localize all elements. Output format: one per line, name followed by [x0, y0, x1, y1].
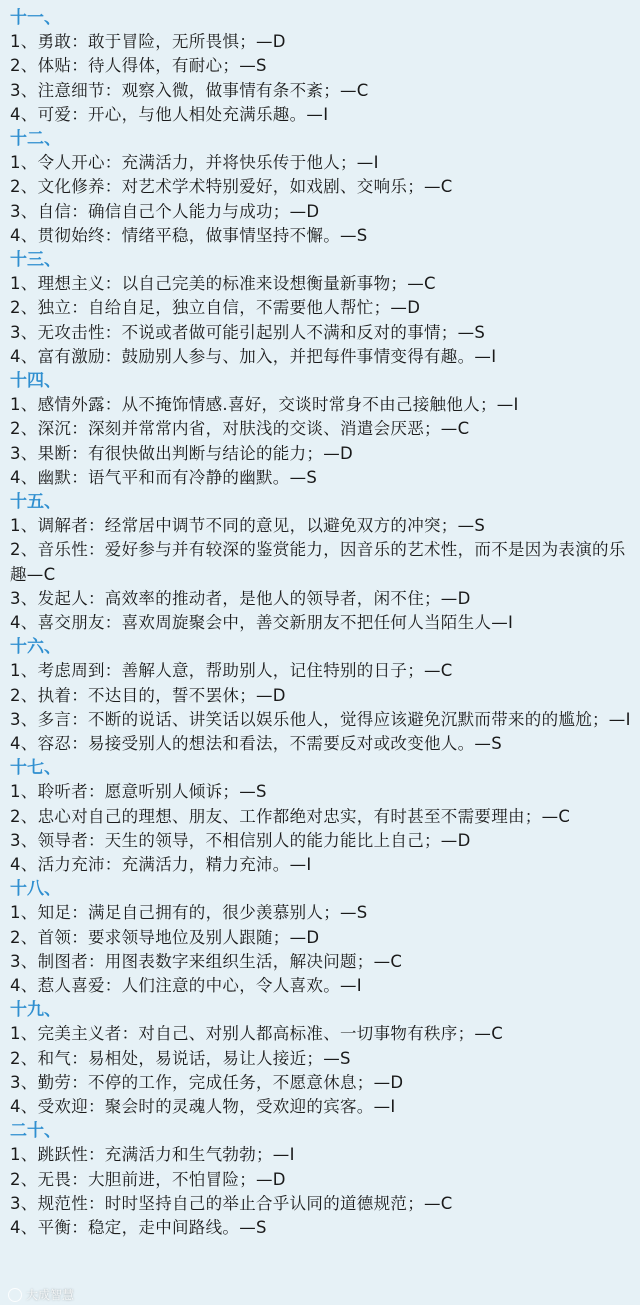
list-item: 4、容忍：易接受别人的想法和看法，不需要反对或改变他人。—S	[10, 734, 502, 753]
list-item: 3、多言：不断的说话、讲笑话以娱乐他人，觉得应该避免沉默而带来的的尴尬；—I	[10, 709, 631, 729]
list-item: 1、感情外露：从不掩饰情感.喜好，交谈时常身不由己接触他人；—I	[10, 395, 519, 415]
list-item: 1、跳跃性：充满活力和生气勃勃；—I	[10, 1145, 295, 1165]
list-item: 2、音乐性：爱好参与并有较深的鉴赏能力，因音乐的艺术性，而不是因为表演的乐趣—C	[10, 540, 626, 584]
list-item: 3、勤劳：不停的工作，完成任务，不愿意休息；—D	[10, 1072, 404, 1092]
list-item: 4、平衡：稳定，走中间路线。—S	[10, 1218, 267, 1237]
section-title: 十三、	[10, 250, 61, 270]
section-title: 十八、	[10, 879, 61, 900]
list-item: 1、知足：满足自己拥有的，很少羡慕别人；—S	[10, 903, 368, 923]
list-item: 1、理想主义：以自己完美的标准来设想衡量新事物；—C	[10, 274, 436, 294]
section-title: 十二、	[10, 129, 61, 149]
watermark-text: 大成智慧	[26, 1288, 75, 1302]
list-item: 2、独立：自给自足，独立自信，不需要他人帮忙；—D	[10, 298, 421, 318]
list-item: 4、贯彻始终：情绪平稳，做事情坚持不懈。—S	[10, 225, 368, 245]
list-item: 4、富有激励：鼓励别人参与、加入，并把每件事情变得有趣。—I	[10, 346, 497, 366]
list-item: 2、文化修养：对艺术学术特别爱好，如戏剧、交响乐；—C	[10, 177, 453, 197]
list-item: 1、完美主义者：对自己、对别人都高标准、一切事物有秩序；—C	[10, 1024, 504, 1044]
list-item: 1、聆听者：愿意听别人倾诉；—S	[10, 782, 267, 802]
list-item: 1、调解者：经常居中调节不同的意见，以避免双方的冲突；—S	[10, 516, 486, 536]
watermark	[8, 1286, 74, 1303]
section-title: 十一、	[10, 8, 61, 28]
list-item: 3、无攻击性：不说或者做可能引起别人不满和反对的事情；—S	[10, 322, 486, 342]
list-item: 1、令人开心：充满活力，并将快乐传于他人；—I	[10, 153, 379, 173]
list-item: 4、活力充沛：充满活力，精力充沛。—I	[10, 855, 312, 874]
list-item: 2、和气：易相处，易说话，易让人接近；—S	[10, 1048, 351, 1068]
list-item: 3、规范性：时时坚持自己的举止合乎认同的道德规范；—C	[10, 1193, 453, 1213]
list-item: 2、深沉：深刻并常常内省，对肤浅的交谈、消遣会厌恶；—C	[10, 419, 470, 439]
section-title: 二十、	[10, 1121, 61, 1142]
watermark-icon	[8, 1288, 22, 1302]
section-title: 十五、	[10, 492, 61, 512]
list-item: 3、制图者：用图表数字来组织生活，解决问题；—C	[10, 951, 403, 971]
list-item: 1、勇敢：敢于冒险，无所畏惧；—D	[10, 32, 286, 52]
list-item: 3、果断：有很快做出判断与结论的能力；—D	[10, 443, 354, 463]
list-item: 2、忠心对自己的理想、朋友、工作都绝对忠实，有时甚至不需要理由；—C	[10, 806, 571, 826]
section-title: 十六、	[10, 637, 61, 658]
list-item: 2、执着：不达目的，誓不罢休；—D	[10, 685, 286, 705]
list-item: 2、体贴：待人得体，有耐心；—S	[10, 56, 267, 76]
list-item: 3、自信：确信自己个人能力与成功；—D	[10, 201, 320, 221]
list-item: 2、无畏：大胆前进，不怕冒险；—D	[10, 1169, 286, 1189]
list-item: 1、考虑周到：善解人意，帮助别人，记住特别的日子；—C	[10, 661, 453, 681]
list-item: 4、喜交朋友：喜欢周旋聚会中，善交新朋友不把任何人当陌生人—I	[10, 613, 514, 632]
section-title: 十七、	[10, 758, 61, 779]
list-item: 4、受欢迎：聚会时的灵魂人物，受欢迎的宾客。—I	[10, 1097, 396, 1116]
list-item: 4、幽默：语气平和而有冷静的幽默。—S	[10, 467, 318, 487]
list-item: 3、发起人：高效率的推动者，是他人的领导者，闲不住；—D	[10, 588, 471, 608]
list-item: 4、惹人喜爱：人们注意的中心，令人喜欢。—I	[10, 976, 362, 995]
section-title: 十九、	[10, 1000, 61, 1021]
list-item: 2、首领：要求领导地位及别人跟随；—D	[10, 927, 320, 947]
list-item: 3、领导者：天生的领导，不相信别人的能力能比上自己；—D	[10, 830, 471, 850]
list-item: 4、可爱：开心，与他人相处充满乐趣。—I	[10, 104, 329, 124]
list-item: 3、注意细节：观察入微，做事情有条不紊；—C	[10, 80, 369, 100]
section-title: 十四、	[10, 371, 61, 391]
